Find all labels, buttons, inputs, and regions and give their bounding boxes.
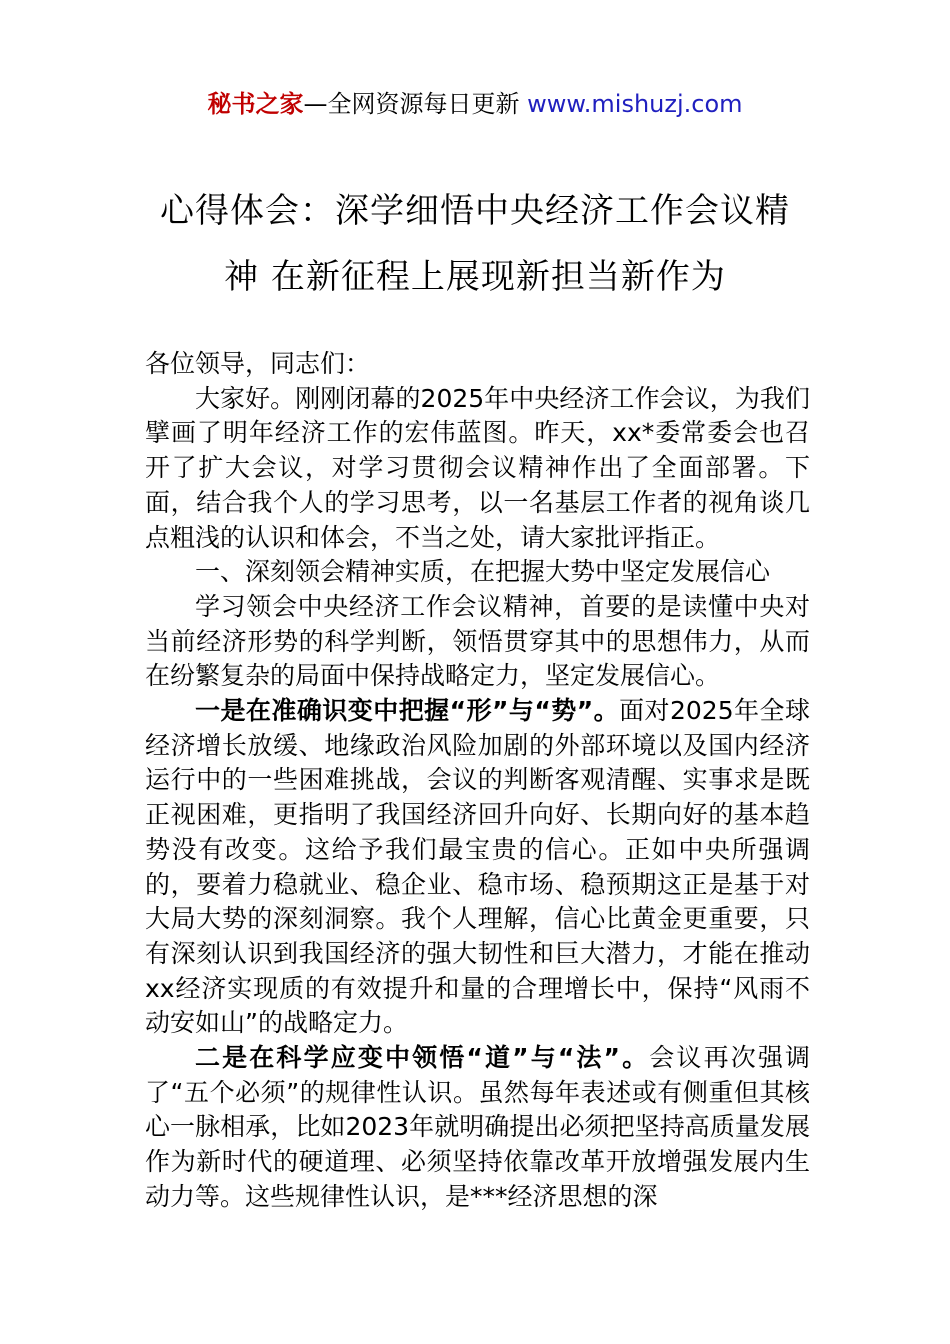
document-title: [140, 178, 810, 310]
site-url[interactable]: www.mishuzj.com: [527, 90, 743, 118]
paragraph-4: [145, 1041, 810, 1215]
point-2-heading: 二是在科学应变中领悟“道”与“法”。: [195, 1043, 650, 1073]
point-2-text: 会议再次强调了“五个必须”的规律性认识。虽然每年表述或有侧重但其核心一脉相承，比如2023年就明确提出必须把坚持高质量发展作为新时代的硬道理、必须坚持依靠改革开放增强发展内生动力等。这些规律性认识，是***经济思想的深: [145, 1043, 810, 1211]
section-heading-1: 一、深刻领会精神实质，在把握大势中坚定发展信心: [195, 557, 771, 587]
paragraph-2: 学习领会中央经济工作会议精神，首要的是读懂中央对当前经济形势的科学判断，领悟贯穿其中的思想伟力，从而在纷繁复杂的局面中保持战略定力，坚定发展信心。: [145, 591, 810, 691]
document-body: [145, 347, 810, 1215]
point-1-heading: 一是在准确识变中把握“形”与“势”。: [195, 696, 620, 726]
brand-name: 秘书之家: [207, 90, 304, 118]
title-line-2: 神 在新征程上展现新担当新作为: [224, 257, 726, 297]
title-line-1: 心得体会：深学细悟中央经济工作会议精: [160, 191, 790, 231]
salutation: 各位领导，同志们：: [145, 349, 371, 378]
site-header: [0, 86, 950, 122]
paragraph-3: [145, 694, 810, 1041]
header-tagline: —全网资源每日更新: [303, 90, 528, 118]
paragraph-intro: 大家好。刚刚闭幕的2025年中央经济工作会议，为我们擘画了明年经济工作的宏伟蓝图。昨天，xx*委常委会也召开了扩大会议，对学习贯彻会议精神作出了全面部署。下面，结合我个人的学习思考，以一名基层工作者的视角谈几点粗浅的认识和体会，不当之处，请大家批评指正。: [145, 383, 810, 552]
point-1-text: 面对2025年全球经济增长放缓、地缘政治风险加剧的外部环境以及国内经济运行中的一些困难挑战，会议的判断客观清醒、实事求是既正视困难，更指明了我国经济回升向好、长期向好的基本趋势没有改变。这给予我们最宝贵的信心。正如中央所强调的，要着力稳就业、稳企业、稳市场、稳预期这正是基于对大局大势的深刻洞察。我个人理解，信心比黄金更重要，只有深刻认识到我国经济的强大韧性和巨大潜力，才能在推动xx经济实现质的有效提升和量的合理增长中，保持“风雨不动安如山”的战略定力。: [145, 696, 810, 1038]
